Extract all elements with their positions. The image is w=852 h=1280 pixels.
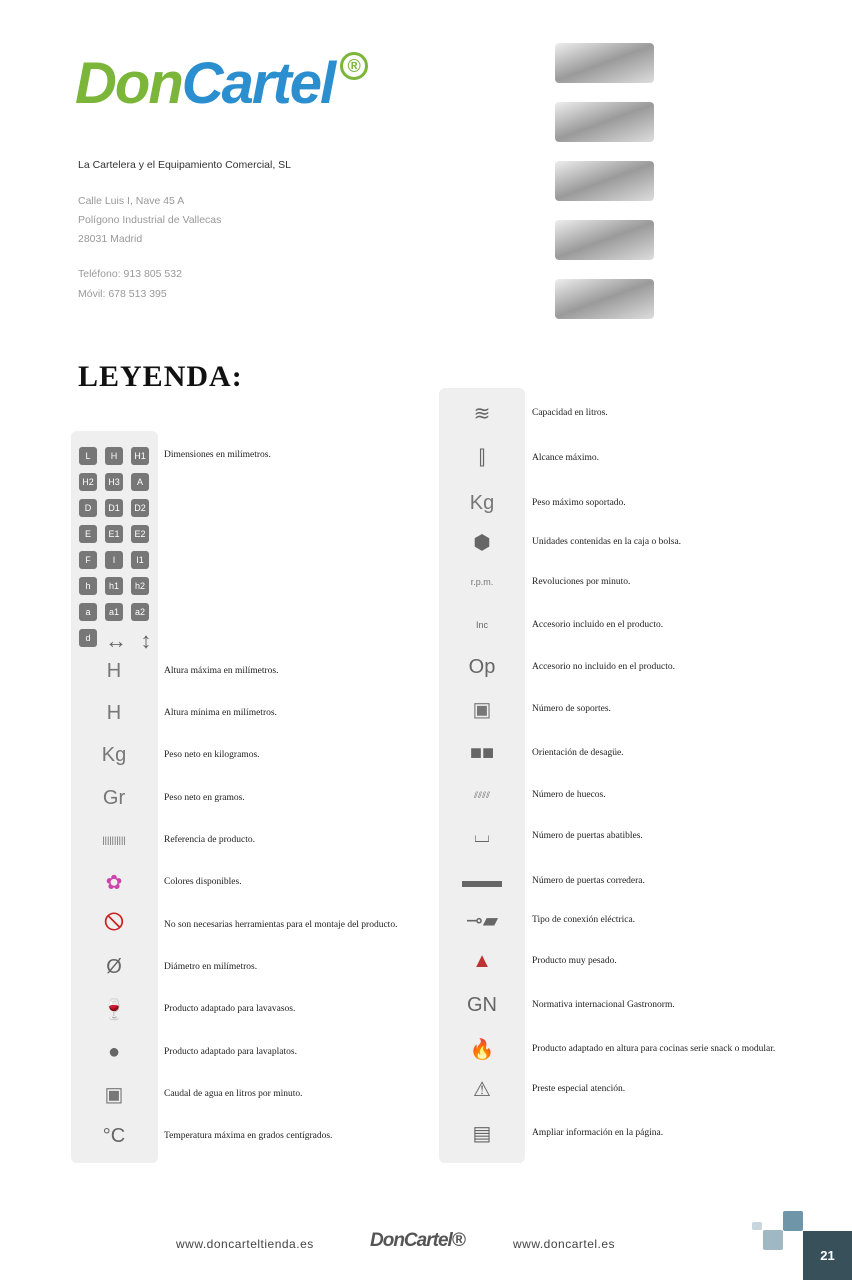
page-number: 21 [803, 1231, 852, 1280]
legend-text: Peso máximo soportado. [532, 498, 626, 508]
legend-text: Unidades contenidas en la caja o bolsa. [532, 537, 682, 547]
dimension-code-D: D [79, 499, 97, 517]
legend-text: Capacidad en litros. [532, 408, 608, 418]
legend-text: No son necesarias herramientas para el montaje del producto. [164, 920, 398, 930]
legend-text: Normativa internacional Gastronorm. [532, 1000, 675, 1010]
dimension-code-A: A [131, 473, 149, 491]
legend-text: Revoluciones por minuto. [532, 577, 631, 587]
legend-text: Peso neto en kilogramos. [164, 750, 260, 760]
diameter-icon: Ø [106, 955, 122, 978]
address-line: Calle Luis I, Nave 45 A [78, 195, 185, 207]
dimension-code-H1: H1 [131, 447, 149, 465]
footer-shop-url[interactable]: www.doncarteltienda.es [176, 1237, 314, 1251]
dimension-code-L: L [79, 447, 97, 465]
dimension-code-H: H [105, 447, 123, 465]
doncartel-logo [75, 50, 361, 117]
dimension-code-h2: h2 [131, 577, 149, 595]
footer-logo: DonCartel® [370, 1230, 465, 1251]
legend-text: Peso neto en gramos. [164, 793, 245, 803]
legend-text: Caudal de agua en litros por minuto. [164, 1089, 303, 1099]
dimension-code-a1: a1 [105, 603, 123, 621]
legend-text: Dimensiones en milímetros. [164, 450, 271, 460]
warning-icon: ⚠ [473, 1078, 491, 1101]
dimension-code-I: I [105, 551, 123, 569]
dimension-code-a: a [79, 603, 97, 621]
product-photo [555, 102, 654, 142]
dimension-code-D2: D2 [131, 499, 149, 517]
heavy-product-icon: ▲ [472, 949, 492, 972]
rpm-icon: r.p.m. [470, 577, 494, 587]
legend-text: Accesorio incluido en el producto. [532, 620, 664, 630]
no-tools-icon: 🛇 [103, 912, 125, 934]
dimension-code-H2: H2 [79, 473, 97, 491]
weight-kg-icon: Kg [101, 743, 127, 766]
plug-icon: ⊸▰ [465, 909, 499, 932]
legend-text: Producto adaptado en altura para cocinas serie snack o modular. [532, 1044, 776, 1054]
phone: Teléfono: 913 805 532 [78, 268, 182, 280]
legend-text: Tipo de conexión eléctrica. [532, 915, 636, 925]
swing-doors-icon: ⌴ [474, 824, 490, 847]
min-height-icon: H [106, 701, 122, 724]
dimension-code-a2: a2 [131, 603, 149, 621]
address-line: Polígono Industrial de Vallecas [78, 214, 222, 226]
legend-text: Producto muy pesado. [532, 956, 617, 966]
water-flow-icon: ▣ [104, 1083, 124, 1106]
decor-square [783, 1211, 803, 1231]
legend-text: Alcance máximo. [532, 453, 600, 463]
weight-gr-icon: Gr [102, 786, 126, 809]
footer-site-url[interactable]: www.doncartel.es [513, 1237, 616, 1251]
vertical-arrow-icon: ↕ [140, 628, 152, 653]
company-name: La Cartelera y el Equipamiento Comercial, SL [78, 159, 292, 171]
page-title: LEYENDA: [78, 360, 243, 393]
dimension-code-I1: I1 [131, 551, 149, 569]
legend-text: Preste especial atención. [532, 1084, 626, 1094]
reach-icon: ⫿ [478, 446, 486, 469]
legend-text: Ampliar información en la página. [532, 1128, 664, 1138]
flame-icon: 🔥 [469, 1038, 495, 1061]
wine-glass-icon: 🍷 [101, 998, 127, 1021]
included-icon: Inc [475, 620, 488, 630]
sliding-doors-icon: ▬▬ [462, 869, 502, 892]
legend-text: Producto adaptado para lavavasos. [164, 1004, 296, 1014]
optional-icon: Op [468, 655, 496, 678]
product-photo [555, 161, 654, 201]
dimension-code-F: F [79, 551, 97, 569]
decor-square [752, 1222, 762, 1230]
legend-text: Accesorio no incluido en el producto. [532, 662, 675, 672]
product-photo [555, 220, 654, 260]
legend-text: Orientación de desagüe. [532, 748, 624, 758]
dimension-code-D1: D1 [105, 499, 123, 517]
legend-text: Diámetro en milímetros. [164, 962, 258, 972]
legend-text: Temperatura máxima en grados centígrados. [164, 1131, 333, 1141]
thermometer-icon: °C [102, 1124, 126, 1147]
supports-icon: ▣ [472, 698, 492, 721]
max-load-icon: Kg [469, 491, 495, 514]
legend-text: Número de puertas abatibles. [532, 831, 643, 841]
dimension-code-h: h [79, 577, 97, 595]
logo-part1: Don [75, 51, 182, 116]
drain-icon: ■■ [469, 741, 495, 764]
mobile: Móvil: 678 513 395 [78, 288, 167, 300]
capacity-icon: ≋ [473, 402, 491, 425]
dimension-code-E2: E2 [131, 525, 149, 543]
legend-text: Altura mínima en milímetros. [164, 708, 277, 718]
dimension-code-E: E [79, 525, 97, 543]
dimension-code-H3: H3 [105, 473, 123, 491]
box-units-icon: ⬢ [473, 531, 491, 554]
product-photo [555, 43, 654, 83]
logo-part2: Cartel [181, 51, 335, 116]
legend-text: Número de soportes. [532, 704, 611, 714]
legend-text: Número de puertas corredera. [532, 876, 645, 886]
legend-text: Referencia de producto. [164, 835, 255, 845]
legend-text: Altura máxima en milímetros. [164, 666, 279, 676]
document-icon: ▤ [472, 1122, 492, 1145]
barcode-icon: |||||||||| [102, 835, 126, 845]
slots-icon: ⫽⫽⫽⫽ [473, 789, 491, 800]
max-height-icon: H [106, 659, 122, 682]
address-line: 28031 Madrid [78, 233, 143, 245]
legend-text: Colores disponibles. [164, 877, 242, 887]
legend-text: Número de huecos. [532, 790, 606, 800]
horizontal-arrow-icon: ↔ [105, 628, 127, 653]
decor-square [763, 1230, 783, 1250]
dimension-code-E1: E1 [105, 525, 123, 543]
gastronorm-icon: GN [467, 993, 497, 1016]
registered-mark: ® [340, 52, 368, 80]
product-photo [555, 279, 654, 319]
colors-icon: ✿ [105, 871, 123, 894]
legend-text: Producto adaptado para lavaplatos. [164, 1047, 297, 1057]
dimension-code-d: d [79, 629, 97, 647]
dimension-code-h1: h1 [105, 577, 123, 595]
plate-icon: ● [107, 1040, 121, 1063]
